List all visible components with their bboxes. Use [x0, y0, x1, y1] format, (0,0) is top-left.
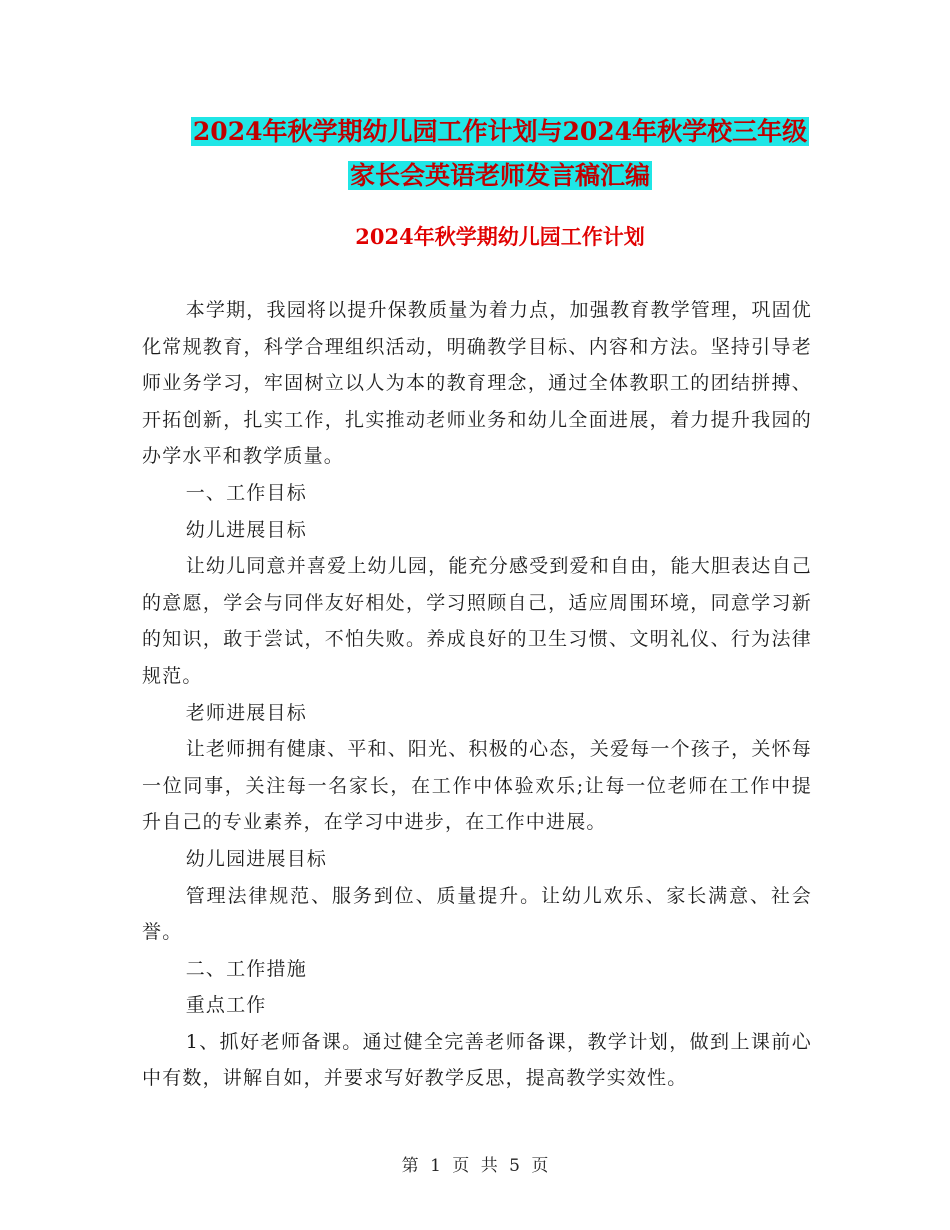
title-line-2-text: 家长会英语老师发言稿汇编 — [349, 161, 650, 190]
paragraph: 管理法律规范、服务到位、质量提升。让幼儿欢乐、家长满意、社会誉。 — [142, 884, 812, 944]
paragraph: 1、抓好老师备课。通过健全完善老师备课，教学计划，做到上课前心中有数，讲解自如，并要求写好教学反思，提高教学实效性。 — [142, 1030, 812, 1090]
subheading-kindergarten-goals: 幼儿园进展目标 — [185, 847, 328, 870]
page-footer: 第 1 页 共 5 页 — [401, 1156, 549, 1176]
paragraph: 本学期，我园将以提升保教质量为着力点，加强教育教学管理，巩固优化常规教育，科学合理组织活动，明确教学目标、内容和方法。坚持引导老师业务学习，牢固树立以人为本的教育理念，通过全体教职工的团结拼搏、开拓创新，扎实工作，扎实推动老师业务和幼儿全面进展，着力提升我园的办学水平和教学质量。 — [142, 299, 812, 468]
subheading-child-goals: 幼儿进展目标 — [185, 518, 307, 541]
body-text — [142, 292, 812, 1097]
document-title — [120, 110, 880, 198]
heading-work-goals: 一、工作目标 — [185, 481, 307, 504]
title-line-1 — [120, 110, 880, 154]
paragraph: 让幼儿同意并喜爱上幼儿园，能充分感受到爱和自由，能大胆表达自己的意愿，学会与同伴友好相处，学习照顾自己，适应周围环境，同意学习新的知识，敢于尝试，不怕失败。养成良好的卫生习惯、文明礼仪、行为法律规范。 — [142, 555, 812, 687]
section-title: 2024年秋学期幼儿园工作计划 — [355, 224, 645, 249]
subheading-teacher-goals: 老师进展目标 — [185, 701, 307, 724]
subheading-key-work: 重点工作 — [185, 994, 267, 1017]
title-line-1-text: 2024年秋学期幼儿园工作计划与2024年秋学校三年级 — [192, 117, 808, 146]
heading-work-measures: 二、工作措施 — [185, 957, 307, 980]
title-line-2 — [120, 154, 880, 198]
paragraph: 让老师拥有健康、平和、阳光、积极的心态，关爱每一个孩子，关怀每一位同事，关注每一名家长，在工作中体验欢乐;让每一位老师在工作中提升自己的专业素养，在学习中进步，在工作中进展。 — [142, 738, 812, 834]
